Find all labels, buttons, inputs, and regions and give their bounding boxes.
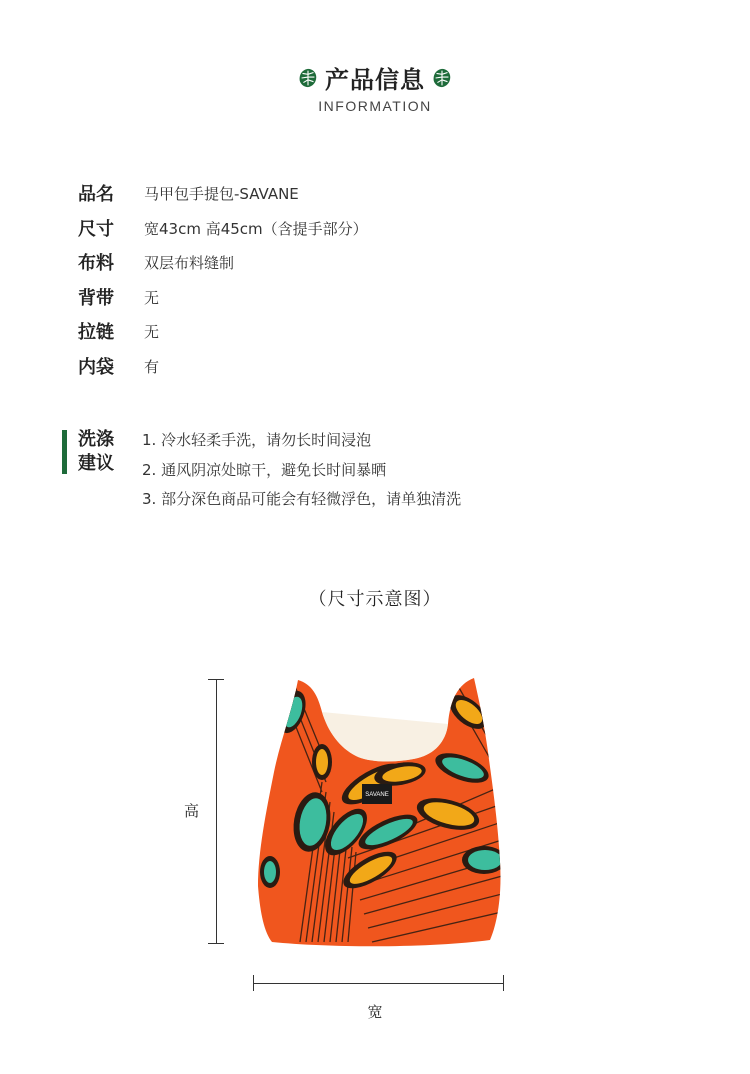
monstera-leaf-icon bbox=[297, 67, 319, 89]
height-tick-top bbox=[208, 679, 224, 680]
info-row-inner-pocket bbox=[78, 351, 159, 381]
width-tick-right bbox=[503, 975, 504, 991]
info-row-fabric bbox=[78, 247, 234, 277]
care-title bbox=[78, 428, 118, 476]
care-advice bbox=[62, 428, 702, 518]
care-list bbox=[142, 428, 461, 517]
info-row-zipper bbox=[78, 316, 159, 346]
bag-illustration bbox=[252, 672, 508, 948]
height-tick-bottom bbox=[208, 943, 224, 944]
height-dimension-line bbox=[216, 679, 217, 944]
page-subtitle: INFORMATION bbox=[318, 98, 432, 114]
info-value: 宽43cm 高45cm（含提手部分） bbox=[144, 219, 368, 238]
care-item: 3. 部分深色商品可能会有轻微浮色，请单独清洗 bbox=[142, 490, 462, 508]
diagram-title: （尺寸示意图） bbox=[308, 589, 442, 610]
care-title-line: 建议 bbox=[78, 453, 114, 474]
accent-bar bbox=[62, 430, 67, 474]
width-label: 宽 bbox=[367, 1003, 383, 1021]
page-title: 产品信息 bbox=[325, 66, 425, 94]
info-label: 布料 bbox=[78, 253, 114, 274]
bag-brand-tag: SAVANE bbox=[365, 792, 389, 798]
info-label: 拉链 bbox=[78, 322, 114, 343]
monstera-leaf-icon bbox=[431, 67, 453, 89]
info-row-strap bbox=[78, 282, 159, 312]
title-row bbox=[0, 60, 750, 95]
width-tick-left bbox=[253, 975, 254, 991]
care-item: 1. 冷水轻柔手洗，请勿长时间浸泡 bbox=[142, 431, 372, 449]
info-row-name bbox=[78, 178, 299, 208]
info-label: 内袋 bbox=[78, 357, 114, 378]
care-title-line: 洗涤 bbox=[78, 429, 114, 450]
care-item: 2. 通风阴凉处晾干，避免长时间暴晒 bbox=[142, 460, 387, 479]
info-value: 双层布料缝制 bbox=[144, 253, 235, 272]
info-value: 无 bbox=[144, 322, 160, 341]
width-dimension-line bbox=[253, 983, 504, 984]
info-value: 无 bbox=[144, 288, 160, 307]
info-label: 背带 bbox=[78, 288, 114, 309]
info-label: 尺寸 bbox=[78, 219, 114, 240]
info-value: 马甲包手提包-SAVANE bbox=[144, 184, 299, 203]
info-label: 品名 bbox=[78, 184, 114, 205]
section-header bbox=[0, 56, 750, 126]
height-label: 高 bbox=[184, 802, 200, 820]
info-value: 有 bbox=[144, 357, 160, 376]
info-row-size bbox=[78, 213, 368, 243]
